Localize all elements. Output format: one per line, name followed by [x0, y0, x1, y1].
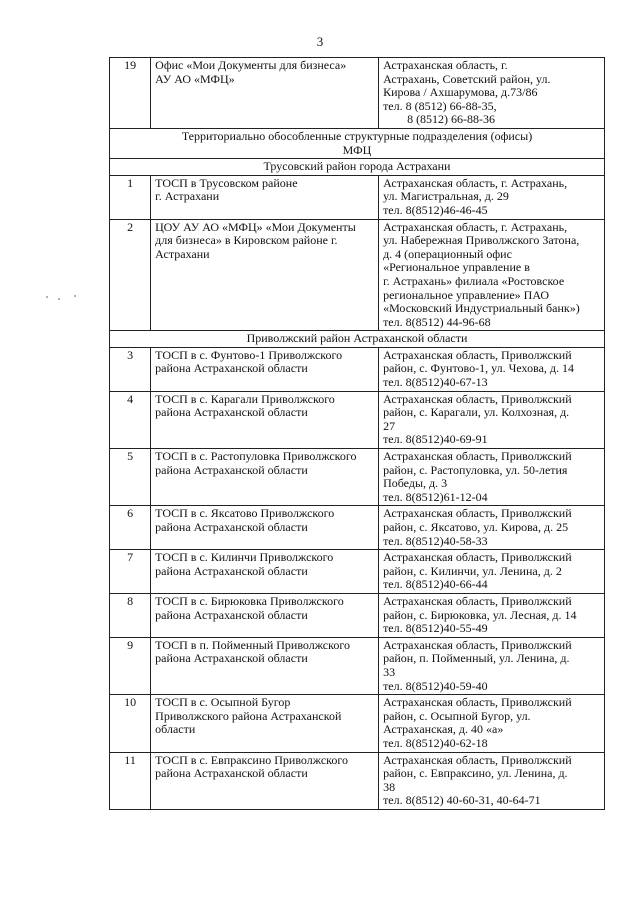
office-address-line: район, с. Яксатово, ул. Кирова, д. 25: [383, 520, 569, 534]
office-address-line: «Региональное управление в: [383, 260, 530, 275]
office-address-line: Астраханская область, Приволжский: [383, 506, 572, 521]
office-address: [379, 752, 605, 809]
office-name: [151, 593, 379, 637]
table-row: [110, 550, 605, 594]
office-address-line: 33: [383, 664, 396, 679]
office-name-line: ТОСП в Трусовском районе: [155, 175, 298, 190]
table-row: [110, 637, 605, 694]
office-address-line: тел. 8(8512)40-59-40: [383, 678, 488, 693]
office-address-line: Астраханская область, Приволжский: [383, 449, 572, 464]
office-name: [151, 449, 379, 506]
office-name: [151, 347, 379, 391]
section-header-row: [110, 331, 605, 348]
office-name-line: района Астраханской области: [155, 651, 308, 666]
office-name-line: ТОСП в п. Пойменный Приволжского: [155, 637, 350, 652]
office-address-line: район, с. Бирюковка, ул. Лесная, д. 14: [383, 607, 577, 622]
office-address-line: ул. Магистральная, д. 29: [383, 189, 509, 204]
office-address-line: Астраханская область, Приволжский: [383, 593, 572, 608]
office-address-line: д. 4 (операционный офис: [383, 246, 512, 261]
office-address-line: Астрахань, Советский район, ул.: [383, 71, 551, 86]
office-address-line: «Московский Индустриальный банк»): [383, 301, 580, 316]
office-address-line: тел. 8(8512)40-69-91: [383, 432, 488, 447]
table-row: [110, 695, 605, 752]
office-address-line: Астраханская область, г. Астрахань,: [383, 219, 568, 234]
office-address-line: Кирова / Ахшарумова, д.73/86: [383, 85, 538, 100]
office-name-line: района Астраханской области: [155, 766, 308, 781]
office-address-line: тел. 8(8512)40-62-18: [383, 735, 488, 750]
office-name-line: ТОСП в с. Килинчи Приволжского: [155, 550, 334, 565]
office-name: [151, 752, 379, 809]
office-name-line: Офис «Мои Документы для бизнеса»: [155, 58, 347, 72]
office-address-line: Астраханская область, Приволжский: [383, 550, 572, 565]
office-address: [379, 593, 605, 637]
office-address-line: Астраханская область, Приволжский: [383, 347, 572, 362]
office-name: [151, 506, 379, 550]
office-name-line: ТОСП в с. Яксатово Приволжского: [155, 506, 335, 521]
section-header-line: Трусовский район города Астрахани: [263, 159, 451, 174]
office-address-line: г. Астрахань» филиала «Ростовское: [383, 273, 565, 288]
office-name-line: ТОСП в с. Бирюковка Приволжского: [155, 593, 344, 608]
table-row: [110, 58, 605, 129]
section-header-line: Приволжский район Астраханской области: [246, 331, 468, 346]
section-header-row: [110, 159, 605, 176]
office-address: [379, 347, 605, 391]
office-name-line: ТОСП в с. Евпраксино Приволжского: [155, 752, 348, 767]
office-address-line: региональное управление» ПАО: [383, 287, 550, 302]
offices-table: [109, 57, 605, 810]
office-address-line: тел. 8(8512)61-12-04: [383, 489, 488, 504]
office-address: [379, 506, 605, 550]
row-number: 6: [110, 506, 151, 550]
office-address-line: 38: [383, 779, 396, 794]
office-address-line: район, с. Фунтово-1, ул. Чехова, д. 14: [383, 361, 575, 376]
office-name-line: района Астраханской области: [155, 361, 308, 376]
office-address-line: тел. 8(8512) 40-60-31, 40-64-71: [383, 793, 541, 808]
office-address-line: район, с. Осыпной Бугор, ул.: [383, 708, 531, 723]
office-name-line: района Астраханской области: [155, 607, 308, 622]
office-address-line: тел. 8(8512)40-67-13: [383, 375, 488, 390]
scan-specks: [44, 290, 84, 310]
office-name: [151, 695, 379, 752]
office-name: [151, 58, 379, 129]
office-address: [379, 391, 605, 448]
office-name: [151, 550, 379, 594]
office-address-line: район, с. Килинчи, ул. Ленина, д. 2: [383, 563, 562, 578]
section-header: [110, 331, 605, 348]
table-row: [110, 347, 605, 391]
office-name-line: ТОСП в с. Осыпной Бугор: [155, 695, 291, 710]
table-row: [110, 506, 605, 550]
offices-table-body: [110, 58, 605, 810]
table-row: [110, 752, 605, 809]
section-header: [110, 128, 605, 158]
row-number: 9: [110, 637, 151, 694]
office-name-line: ТОСП в с. Фунтово-1 Приволжского: [155, 347, 343, 362]
row-number: 3: [110, 347, 151, 391]
office-name-line: района Астраханской области: [155, 405, 308, 420]
section-header: [110, 159, 605, 176]
office-address-line: район, п. Пойменный, ул. Ленина, д.: [383, 651, 570, 666]
office-address-line: ул. Набережная Приволжского Затона,: [383, 233, 580, 248]
office-name-line: района Астраханской области: [155, 520, 308, 534]
office-address-line: 8 (8512) 66-88-36: [407, 112, 496, 127]
office-name-line: г. Астрахани: [155, 189, 220, 204]
office-address-line: Астраханская область, г.: [383, 58, 508, 72]
office-address-line: 27: [383, 418, 396, 433]
row-number: 2: [110, 219, 151, 331]
row-number: 7: [110, 550, 151, 594]
table-row: [110, 219, 605, 331]
row-number: 10: [110, 695, 151, 752]
office-address-line: район, с. Растопуловка, ул. 50-летия: [383, 462, 568, 477]
office-address-line: район, с. Карагали, ул. Колхозная, д.: [383, 405, 570, 420]
table-row: [110, 449, 605, 506]
office-address-line: Астраханская область, г. Астрахань,: [383, 175, 568, 190]
office-address-line: Астраханская, д. 40 «а»: [383, 722, 504, 737]
office-address-line: Астраханская область, Приволжский: [383, 391, 572, 406]
row-number: 19: [110, 58, 151, 129]
office-name-line: ЦОУ АУ АО «МФЦ» «Мои Документы: [155, 219, 356, 234]
office-address: [379, 449, 605, 506]
office-address-line: тел. 8 (8512) 66-88-35,: [383, 98, 497, 113]
section-header-row: [110, 128, 605, 158]
office-address-line: тел. 8(8512)40-66-44: [383, 577, 488, 592]
office-name-line: для бизнеса» в Кировском районе г.: [155, 233, 338, 248]
office-address-line: район, с. Евпраксино, ул. Ленина, д.: [383, 766, 568, 781]
office-address: [379, 58, 605, 129]
office-name-line: ТОСП в с. Растопуловка Приволжского: [155, 449, 357, 464]
office-name: [151, 637, 379, 694]
office-name-line: АУ АО «МФЦ»: [155, 71, 235, 86]
row-number: 4: [110, 391, 151, 448]
office-name-line: области: [155, 722, 196, 737]
row-number: 5: [110, 449, 151, 506]
page-number: 3: [316, 34, 324, 49]
row-number: 11: [110, 752, 151, 809]
section-header-line: Территориально обособленные структурные подразделения (офисы): [181, 128, 533, 143]
office-name: [151, 219, 379, 331]
office-address: [379, 695, 605, 752]
office-name-line: района Астраханской области: [155, 462, 308, 477]
table-row: [110, 593, 605, 637]
row-number: 8: [110, 593, 151, 637]
row-number: 1: [110, 175, 151, 219]
table-row: [110, 175, 605, 219]
office-address-line: Победы, д. 3: [383, 476, 448, 491]
office-address: [379, 637, 605, 694]
office-address: [379, 550, 605, 594]
office-address-line: тел. 8(8512)40-58-33: [383, 533, 488, 548]
office-address-line: тел. 8(8512)46-46-45: [383, 202, 488, 217]
office-address-line: Астраханская область, Приволжский: [383, 695, 572, 710]
office-name-line: Приволжского района Астраханской: [155, 708, 342, 723]
office-address-line: тел. 8(8512)40-55-49: [383, 621, 488, 636]
office-address: [379, 219, 605, 331]
office-name-line: района Астраханской области: [155, 563, 308, 578]
office-name: [151, 175, 379, 219]
section-header-line: МФЦ: [342, 142, 372, 157]
office-name-line: ТОСП в с. Карагали Приволжского: [155, 391, 335, 406]
office-address-line: Астраханская область, Приволжский: [383, 637, 572, 652]
table-row: [110, 391, 605, 448]
office-address: [379, 175, 605, 219]
office-address-line: Астраханская область, Приволжский: [383, 752, 572, 767]
office-name-line: Астрахани: [155, 246, 210, 261]
office-name: [151, 391, 379, 448]
office-address-line: тел. 8(8512) 44-96-68: [383, 314, 491, 329]
